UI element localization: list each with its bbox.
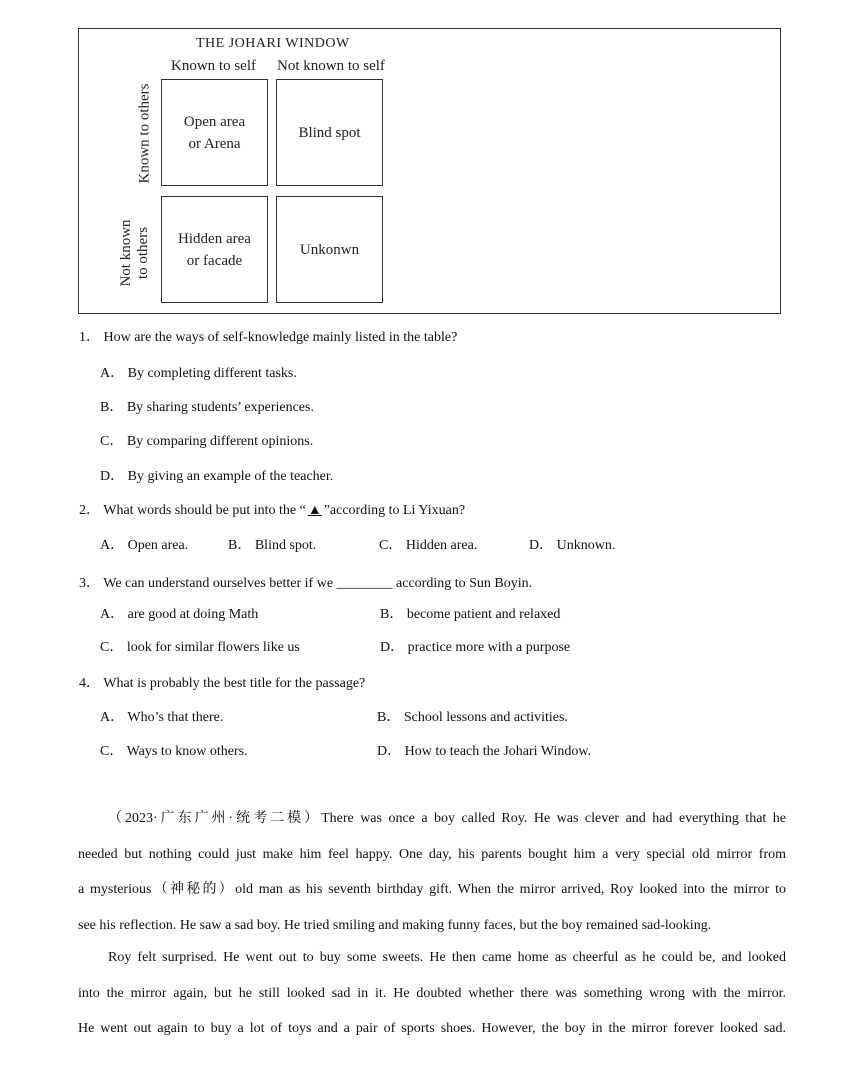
question-1-option-d[interactable]: D． By giving an example of the teacher. xyxy=(100,469,334,484)
question-2-option-c[interactable]: C． Hidden area. xyxy=(379,538,478,553)
column-header-not-known-to-self: Not known to self xyxy=(277,58,385,74)
question-4-stem: 4． What is probably the best title for the passage? xyxy=(79,676,366,691)
passage-line: Roy felt surprised. He went out to buy some sweets. He then came home as cheerful as he could be, and looked xyxy=(108,950,786,965)
cell-unknown-label: Unkonwn xyxy=(299,241,360,258)
question-1-option-c[interactable]: C． By comparing different opinions. xyxy=(100,434,314,449)
passage-line: （2023·广东广州·统考二模）There was once a boy called Roy. He was clever and had everything that he xyxy=(108,811,786,826)
question-3-stem: 3． We can understand ourselves better if we ________ according to Sun Boyin. xyxy=(79,576,533,591)
question-4-option-c[interactable]: C． Ways to know others. xyxy=(100,744,248,759)
passage-line: a mysterious（神秘的）old man as his seventh birthday gift. When the mirror arrived, Roy looked into the mirror to xyxy=(78,882,786,897)
passage-line: He went out again to buy a lot of toys and a pair of sports shoes. However, the boy in the mirror forever looked sad. xyxy=(78,1021,786,1036)
question-4-option-d[interactable]: D． How to teach the Johari Window. xyxy=(377,744,592,759)
question-3-option-c[interactable]: C． look for similar flowers like us xyxy=(100,640,300,655)
passage-paragraph-2 xyxy=(78,940,786,1047)
cell-open-area xyxy=(161,79,268,186)
blank-marker-icon: ▲ xyxy=(307,503,322,518)
question-2-option-d[interactable]: D． Unknown. xyxy=(529,538,616,553)
row-header-line-1: Not known xyxy=(118,219,134,287)
cell-blind-spot xyxy=(276,79,383,186)
question-3-option-d[interactable]: D． practice more with a purpose xyxy=(380,640,571,655)
question-2-stem xyxy=(79,499,465,519)
question-4-option-b[interactable]: B． School lessons and activities. xyxy=(377,710,568,725)
question-2-option-b[interactable]: B． Blind spot. xyxy=(228,538,317,553)
question-1-option-b[interactable]: B． By sharing students’ experiences. xyxy=(100,400,314,415)
cell-hidden-area xyxy=(161,196,268,303)
question-4-option-a[interactable]: A． Who’s that there. xyxy=(100,710,224,725)
question-2-stem-end: ”according to Li Yixuan? xyxy=(323,503,466,518)
row-header-line-2: to others xyxy=(135,226,151,280)
question-2-stem-start: 2． What words should be put into the “ xyxy=(79,503,306,518)
cell-hidden-line-1: Hidden area xyxy=(178,230,251,247)
question-1-stem: 1． How are the ways of self-knowledge mainly listed in the table? xyxy=(79,330,458,345)
row-header-known-to-others: Known to others xyxy=(136,83,153,184)
johari-title: THE JOHARI WINDOW xyxy=(196,36,350,51)
row-header-not-known-to-others xyxy=(118,203,152,303)
cell-open-line-1: Open area xyxy=(183,113,246,130)
question-1-option-a[interactable]: A． By completing different tasks. xyxy=(100,366,297,381)
cell-unknown xyxy=(276,196,383,303)
question-3-option-a[interactable]: A． are good at doing Math xyxy=(100,607,259,622)
passage-paragraph-1 xyxy=(78,801,786,943)
cell-blind-label: Blind spot xyxy=(298,124,361,141)
passage-line: needed but nothing could just make him feel happy. One day, his parents bought him a very special old mirror from xyxy=(78,846,786,862)
passage-line: see his reflection. He saw a sad boy. He tried smiling and making funny faces, but the boy remained sad-looking. xyxy=(78,917,712,933)
question-2-option-a[interactable]: A． Open area. xyxy=(100,538,189,553)
cell-open-line-2: or Arena xyxy=(188,135,241,152)
passage-line: into the mirror again, but he still looked sad in it. He doubted whether there was something wrong with the mirror. xyxy=(78,985,786,1001)
column-header-known-to-self: Known to self xyxy=(171,58,256,74)
cell-hidden-line-2: or facade xyxy=(186,252,243,269)
question-3-option-b[interactable]: B． become patient and relaxed xyxy=(380,607,561,622)
